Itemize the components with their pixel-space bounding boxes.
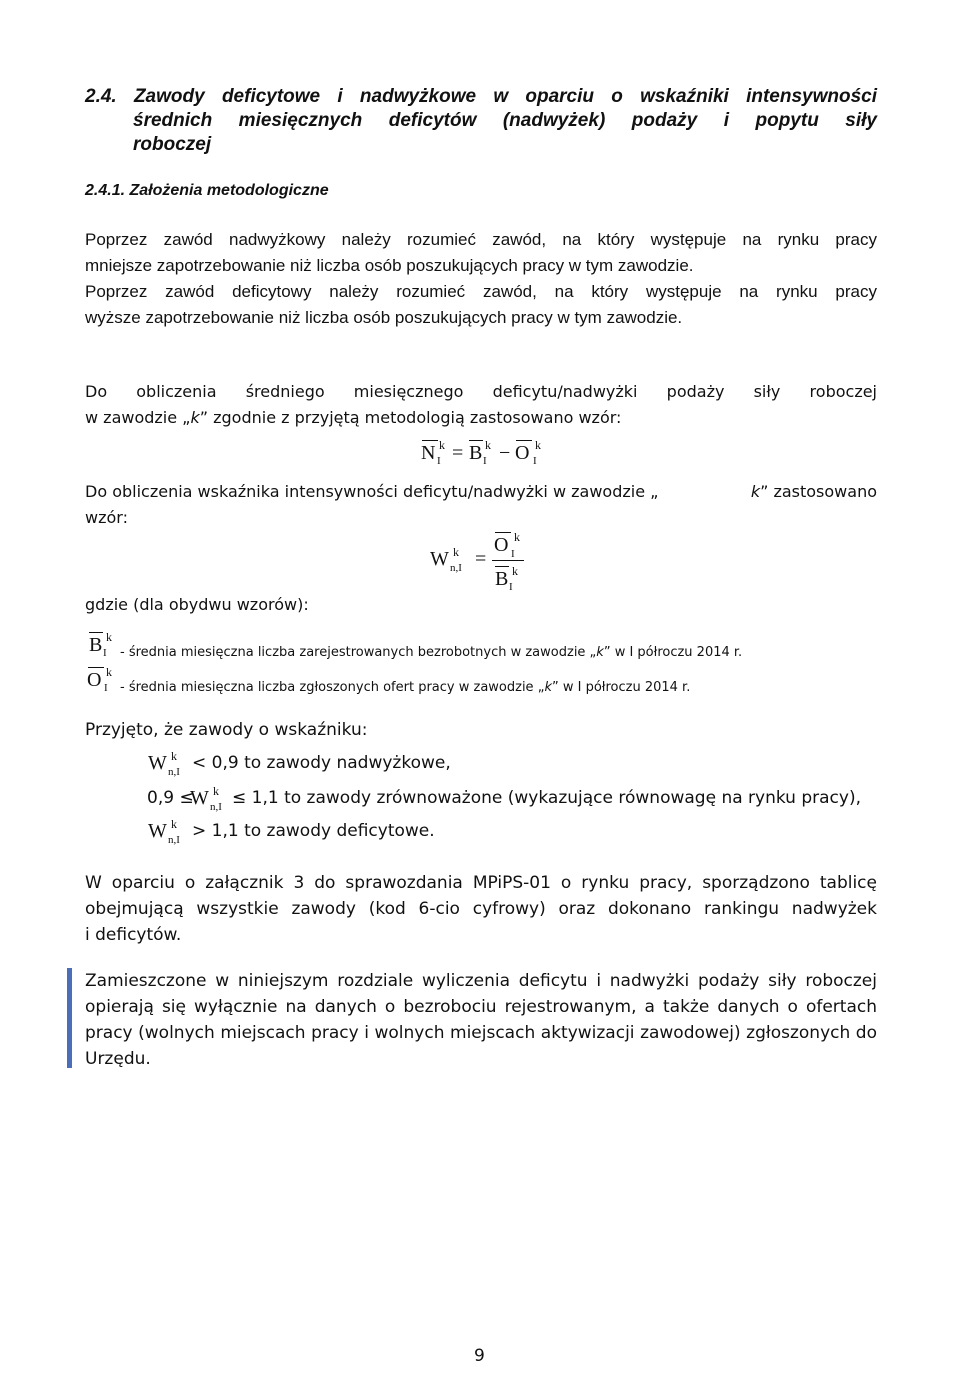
cond2-sup: k <box>213 784 219 798</box>
overline-o-2 <box>495 532 511 533</box>
overline-b-2 <box>495 566 509 567</box>
minus-sign: − <box>499 442 511 464</box>
cond1-sub: n,I <box>168 766 180 778</box>
cond2-text: ≤ 1,1 to zawody zrównoważone (wykazujące równowagę na rynku pracy), <box>232 788 861 808</box>
para2-text-a: w zawodzie „ <box>85 408 191 427</box>
fraction-line <box>492 560 524 561</box>
symbol-o-1: O <box>515 442 530 464</box>
def-sub-b: I <box>103 647 107 659</box>
overline-b <box>469 440 483 441</box>
sub-i-3: I <box>533 455 537 467</box>
def-sup-b: k <box>106 630 112 644</box>
definition-o-text <box>120 680 690 695</box>
overline-def-o <box>88 667 104 668</box>
def-symbol-b: B <box>89 634 103 656</box>
para4-line-3: i deficytów. <box>85 925 182 945</box>
para1-line-3: Poprzez zawód deficytowy należy rozumieć zawód, na który występuje na rynku pracy <box>85 282 877 301</box>
def-symbol-o: O <box>87 669 102 691</box>
subsection-heading: 2.4.1. Założenia metodologiczne <box>85 182 329 199</box>
heading-line-2: średnich miesięcznych deficytów (nadwyżek) podaży i popytu siły <box>133 110 877 131</box>
heading-line-1: 2.4. Zawody deficytowe i nadwyżkowe w oparciu o wskaźniki intensywności <box>85 86 877 107</box>
para3-k: k <box>750 482 761 501</box>
para2-line-2 <box>85 408 621 427</box>
para1-line-2: mniejsze zapotrzebowanie niż liczba osób poszukujących pracy w tym zawodzie. <box>85 256 694 275</box>
sub-i-1: I <box>437 455 441 467</box>
def-b-post: ” w I półroczu 2014 r. <box>603 645 743 660</box>
para3-text-b: ” zastosowano <box>760 482 877 501</box>
equals-sign-1: = <box>452 442 464 464</box>
overline-def-b <box>89 632 103 633</box>
cond3-w: W <box>148 820 167 842</box>
para2-k: k <box>190 408 200 427</box>
symbol-w: W <box>430 548 449 570</box>
sup-k-3: k <box>535 438 541 452</box>
sup-k-w: k <box>453 545 459 559</box>
cond1-text: < 0,9 to zawody nadwyżkowe, <box>192 753 451 773</box>
sup-k-2: k <box>485 438 491 452</box>
para1-line-1: Poprzez zawód nadwyżkowy należy rozumieć zawód, na który występuje na rynku pracy <box>85 230 877 249</box>
sup-k-b2: k <box>512 564 518 578</box>
para5-line-3: pracy (wolnych miejscach pracy i wolnych miejscach aktywizacji zawodowej) zgłoszonych do <box>85 1023 877 1043</box>
sub-ni-w: n,I <box>450 562 462 574</box>
equals-sign-2: = <box>475 548 487 570</box>
sup-k-1: k <box>439 438 445 452</box>
para3-line-2: wzór: <box>85 508 128 527</box>
def-b-pre: - średnia miesięczna liczba zarejestrowanych bezrobotnych w zawodzie „ <box>120 645 597 660</box>
overline-o <box>516 440 532 441</box>
def-o-k: k <box>544 680 552 695</box>
sub-i-b2: I <box>509 581 513 593</box>
overline-n <box>422 440 438 441</box>
where-label: gdzie (dla obydwu wzorów): <box>85 595 309 614</box>
para1-line-4: wyższe zapotrzebowanie niż liczba osób poszukujących pracy w tym zawodzie. <box>85 308 683 327</box>
heading-line-3: roboczej <box>133 134 212 155</box>
cond3-sup: k <box>171 817 177 831</box>
accepted-label: Przyjęto, że zawody o wskaźniku: <box>85 720 368 740</box>
definition-b-text <box>120 645 742 660</box>
sup-k-o2: k <box>514 530 520 544</box>
cond1-sup: k <box>171 749 177 763</box>
def-o-pre: - średnia miesięczna liczba zgłoszonych ofert pracy w zawodzie „ <box>120 680 545 695</box>
para4-line-1: W oparciu o załącznik 3 do sprawozdania MPiPS-01 o rynku pracy, sporządzono tablicę <box>85 873 877 893</box>
accent-bar <box>67 968 72 1068</box>
def-sub-o: I <box>104 682 108 694</box>
page-number: 9 <box>474 1346 485 1366</box>
cond2-prefix: 0,9 ≤ <box>147 788 194 808</box>
para5-line-2: opierają się wyłącznie na danych o bezrobociu rejestrowanym, a także danych o ofertach <box>85 997 877 1017</box>
symbol-b-1: B <box>469 442 483 464</box>
para2-text-b: ” zgodnie z przyjętą metodologią zastosowano wzór: <box>199 408 622 427</box>
sub-i-2: I <box>483 455 487 467</box>
cond3-text: > 1,1 to zawody deficytowe. <box>192 821 435 841</box>
para3-line-1 <box>85 482 877 501</box>
cond2-w: W <box>190 787 209 809</box>
para3-text-a: Do obliczenia wskaźnika intensywności deficytu/nadwyżki w zawodzie „ <box>85 482 659 501</box>
cond2-sub: n,I <box>210 801 222 813</box>
symbol-b-2: B <box>495 568 509 590</box>
para2-line-1: Do obliczenia średniego miesięcznego deficytu/nadwyżki podaży siły roboczej <box>85 382 877 401</box>
cond3-sub: n,I <box>168 834 180 846</box>
para4-line-2: obejmującą wszystkie zawody (kod 6-cio cyfrowy) oraz dokonano rankingu nadwyżek <box>85 899 877 919</box>
para5-line-1: Zamieszczone w niniejszym rozdziale wyliczenia deficytu i nadwyżki podaży siły roboczej <box>85 971 877 991</box>
cond1-w: W <box>148 752 167 774</box>
symbol-n: N <box>421 442 436 464</box>
sub-i-o2: I <box>511 548 515 560</box>
def-o-post: ” w I półroczu 2014 r. <box>551 680 691 695</box>
def-b-k: k <box>596 645 604 660</box>
def-sup-o: k <box>106 665 112 679</box>
para5-line-4: Urzędu. <box>85 1049 151 1069</box>
symbol-o-2: O <box>494 534 509 556</box>
